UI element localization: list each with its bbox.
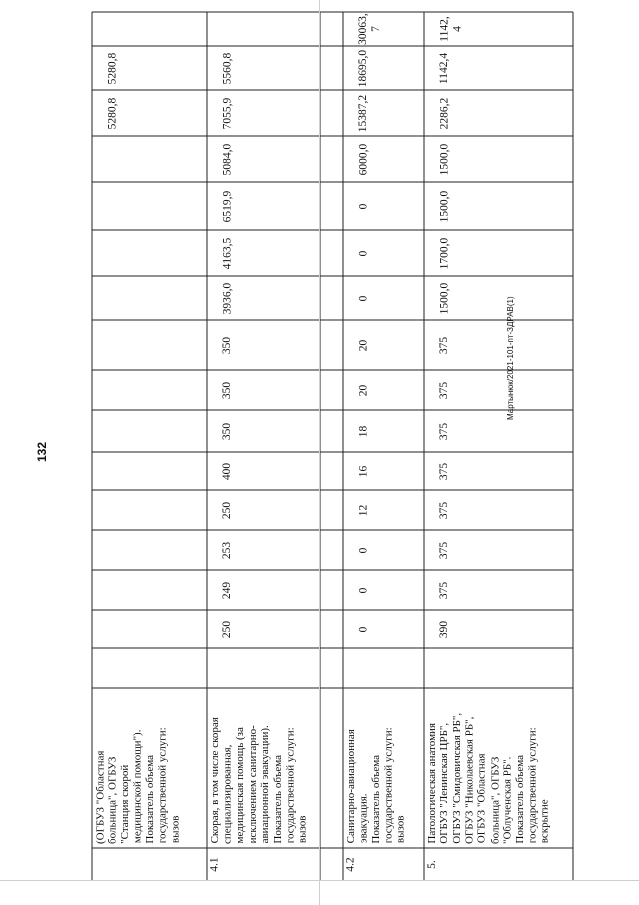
table-cell-value: 0: [356, 203, 369, 209]
row-description-line: государственной услуги:: [284, 727, 297, 844]
row-description-line: Показатель объема: [271, 754, 284, 844]
row-number: 4.1: [208, 856, 221, 872]
table-cell-value: [438, 16, 464, 41]
page-number: 132: [35, 441, 49, 463]
table-cell-value: 1700,0: [437, 237, 450, 269]
table-cell-value: 0: [356, 547, 369, 553]
row-description-line: вызов: [169, 815, 182, 844]
table-cell-value: 20: [356, 339, 369, 351]
row-description-line: авиационной эвакуации).: [259, 725, 272, 844]
table-cell-value: 18695,0: [357, 49, 370, 87]
table-cell-value: 15387,2: [357, 94, 370, 132]
row-description-line: ОГБУЗ "Смидовичская РБ",: [450, 712, 463, 844]
row-description-line: "Станция скорой: [118, 764, 131, 844]
table-cell-value: 0: [356, 250, 369, 256]
table-cell-value: 5280,8: [105, 97, 118, 129]
row-description-line: вызов: [394, 815, 407, 844]
table-cell-value: 375: [438, 336, 451, 354]
scan-artifact: [0, 880, 639, 881]
table-cell-value: 350: [221, 381, 234, 399]
table-cell-value: 5084,0: [220, 143, 233, 175]
table-cell-value: 400: [221, 462, 234, 480]
document-code: Мартынюк/2021-101-пт-ЗДРАВ(1): [506, 296, 515, 420]
row-description-line: больница", ОГБУЗ: [106, 756, 119, 844]
row-description-line: (ОГБУЗ "Областная: [93, 750, 106, 844]
row-description-line: "Облученская РБ".: [501, 756, 514, 844]
table-cell-value: 0: [356, 626, 369, 632]
table-cell-value: 1500,0: [437, 282, 450, 314]
table-cell-value: 16: [356, 465, 369, 477]
row-description-line: медицинская помощь (за: [234, 727, 247, 844]
table-cell-value: 20: [356, 384, 369, 396]
table-cell-value: [357, 13, 383, 45]
table-cell-value: 4163,5: [220, 237, 233, 269]
row-description-line: эвакуация.: [357, 793, 370, 844]
scan-artifact: [319, 0, 320, 905]
table-cell-value: 375: [438, 422, 451, 440]
table-cell-value: 375: [438, 541, 451, 559]
row-description-line: ОГБУЗ "Николаевская РБ",: [463, 716, 476, 844]
table-cell-value: 253: [221, 541, 234, 559]
cell-value-part: 1142,: [438, 16, 451, 42]
row-description-line: специализированная,: [221, 744, 234, 844]
table-cell-value: 7055,9: [220, 97, 233, 129]
row-description-line: ОГБУЗ "Областная: [475, 753, 488, 844]
cell-value-part: 30063,: [356, 13, 369, 45]
cell-value-part: 4: [451, 26, 464, 32]
row-description-line: ОГБУЗ "Ленинская ЦРБ",: [438, 722, 451, 844]
table-cell-value: 0: [356, 295, 369, 301]
table-cell-value: 1500,0: [437, 190, 450, 222]
row-description-line: государственной услуги:: [526, 727, 539, 844]
row-description-line: Скорая, в том числе скорая: [208, 717, 221, 844]
table-cell-value: 375: [438, 581, 451, 599]
row-description-line: Показатель объема: [369, 754, 382, 844]
row-description-line: вызов: [296, 815, 309, 844]
table-cell-value: 1500,0: [437, 143, 450, 175]
table-cell-value: 390: [438, 620, 451, 638]
table-cell-value: 3936,0: [220, 282, 233, 314]
table-cell-value: 250: [221, 620, 234, 638]
table-cell-value: 375: [438, 381, 451, 399]
row-description-line: больница", ОГБУЗ: [488, 756, 501, 844]
table-cell-value: 5560,8: [220, 52, 233, 84]
table-cell-value: 350: [221, 422, 234, 440]
row-description-line: Показатель объема: [143, 754, 156, 844]
table-cell-value: 18: [356, 425, 369, 437]
row-description-line: Патологическая анатомия: [425, 722, 438, 844]
table-cell-value: 6519,9: [220, 190, 233, 222]
row-number: 5.: [425, 859, 438, 869]
cell-value-part: 7: [369, 26, 382, 32]
row-description-line: исключением санитарно-: [246, 725, 259, 844]
table-cell-value: 249: [221, 581, 234, 599]
table-cell-value: 375: [438, 501, 451, 519]
table-cell-value: 350: [221, 336, 234, 354]
row-description-line: государственной услуги:: [382, 727, 395, 844]
table-cell-value: 250: [221, 501, 234, 519]
row-description-line: Показатель объема: [513, 754, 526, 844]
table-cell-value: 5280,8: [105, 52, 118, 84]
row-description-line: медицинской помощи").: [131, 729, 144, 844]
row-description-line: государственной услуги:: [156, 727, 169, 844]
table-cell-value: 2286,2: [437, 97, 450, 129]
table-cell-value: 0: [356, 587, 369, 593]
row-description-line: вскрытие: [539, 799, 552, 844]
table-cell-value: 12: [356, 504, 369, 516]
row-number: 4.2: [344, 856, 357, 872]
row-description-line: Санитарно-авиационная: [344, 729, 357, 844]
table-cell-value: 6000,0: [356, 143, 369, 175]
table-cell-value: 1142,4: [438, 52, 451, 84]
table-cell-value: 375: [438, 462, 451, 480]
